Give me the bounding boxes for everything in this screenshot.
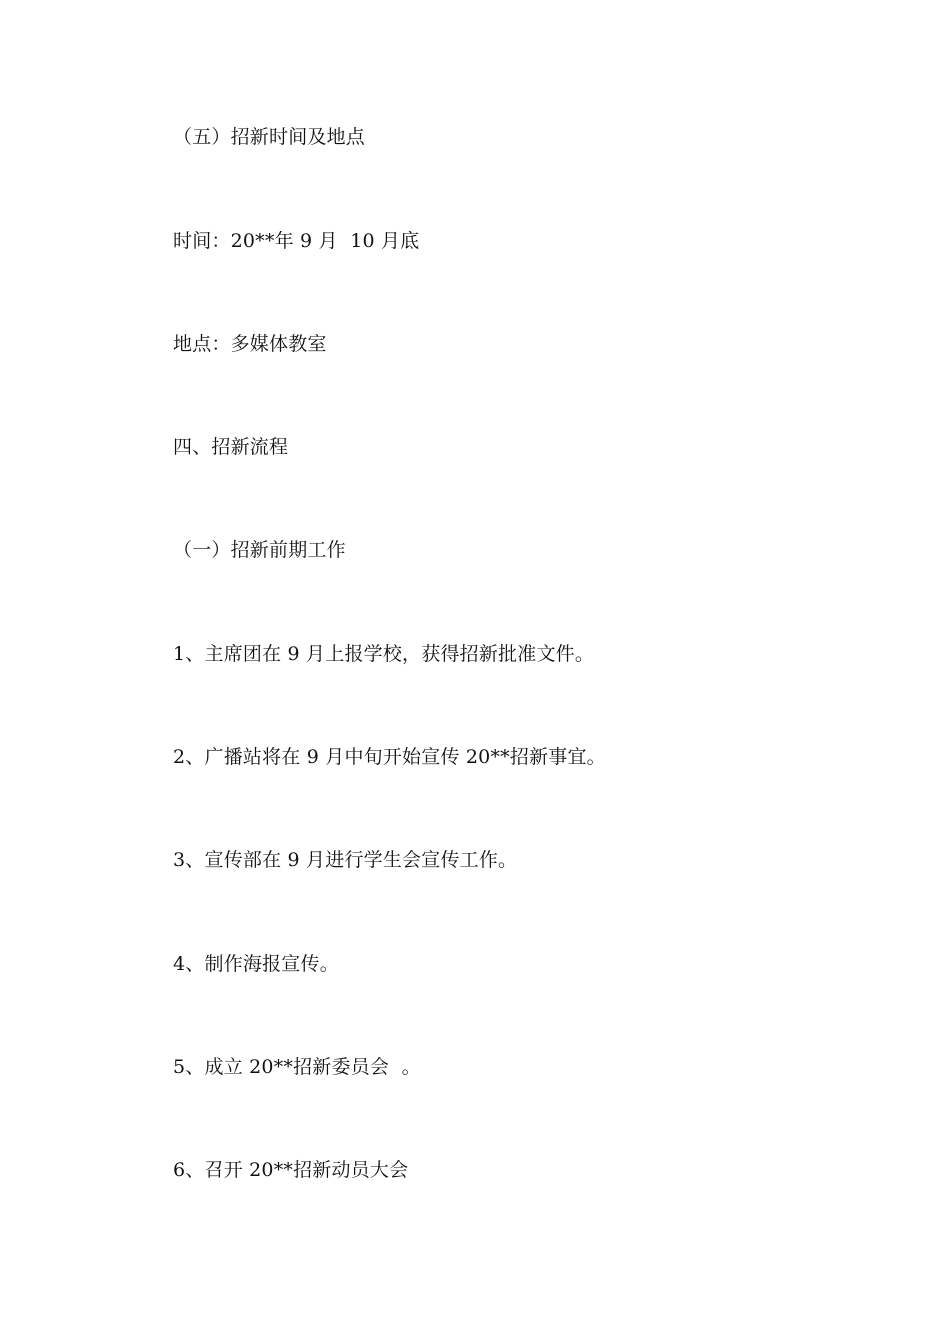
list-item-6: 6、召开 20**招新动员大会 xyxy=(173,1159,409,1181)
list-item-1: 1、主席团在 9 月上报学校，获得招新批准文件。 xyxy=(173,643,595,665)
section-heading-recruit-time-place: （五）招新时间及地点 xyxy=(173,126,366,148)
section-heading-recruit-process: 四、招新流程 xyxy=(173,436,289,458)
time-line: 时间：20**年 9 月 10 月底 xyxy=(173,230,420,252)
list-item-4: 4、制作海报宣传。 xyxy=(173,953,339,975)
list-item-5: 5、成立 20**招新委员会 。 xyxy=(173,1056,421,1078)
subsection-heading-preparation: （一）招新前期工作 xyxy=(173,539,346,561)
location-line: 地点：多媒体教室 xyxy=(173,333,327,355)
list-item-3: 3、宣传部在 9 月进行学生会宣传工作。 xyxy=(173,849,518,871)
list-item-2: 2、广播站将在 9 月中旬开始宣传 20**招新事宜。 xyxy=(173,746,606,768)
